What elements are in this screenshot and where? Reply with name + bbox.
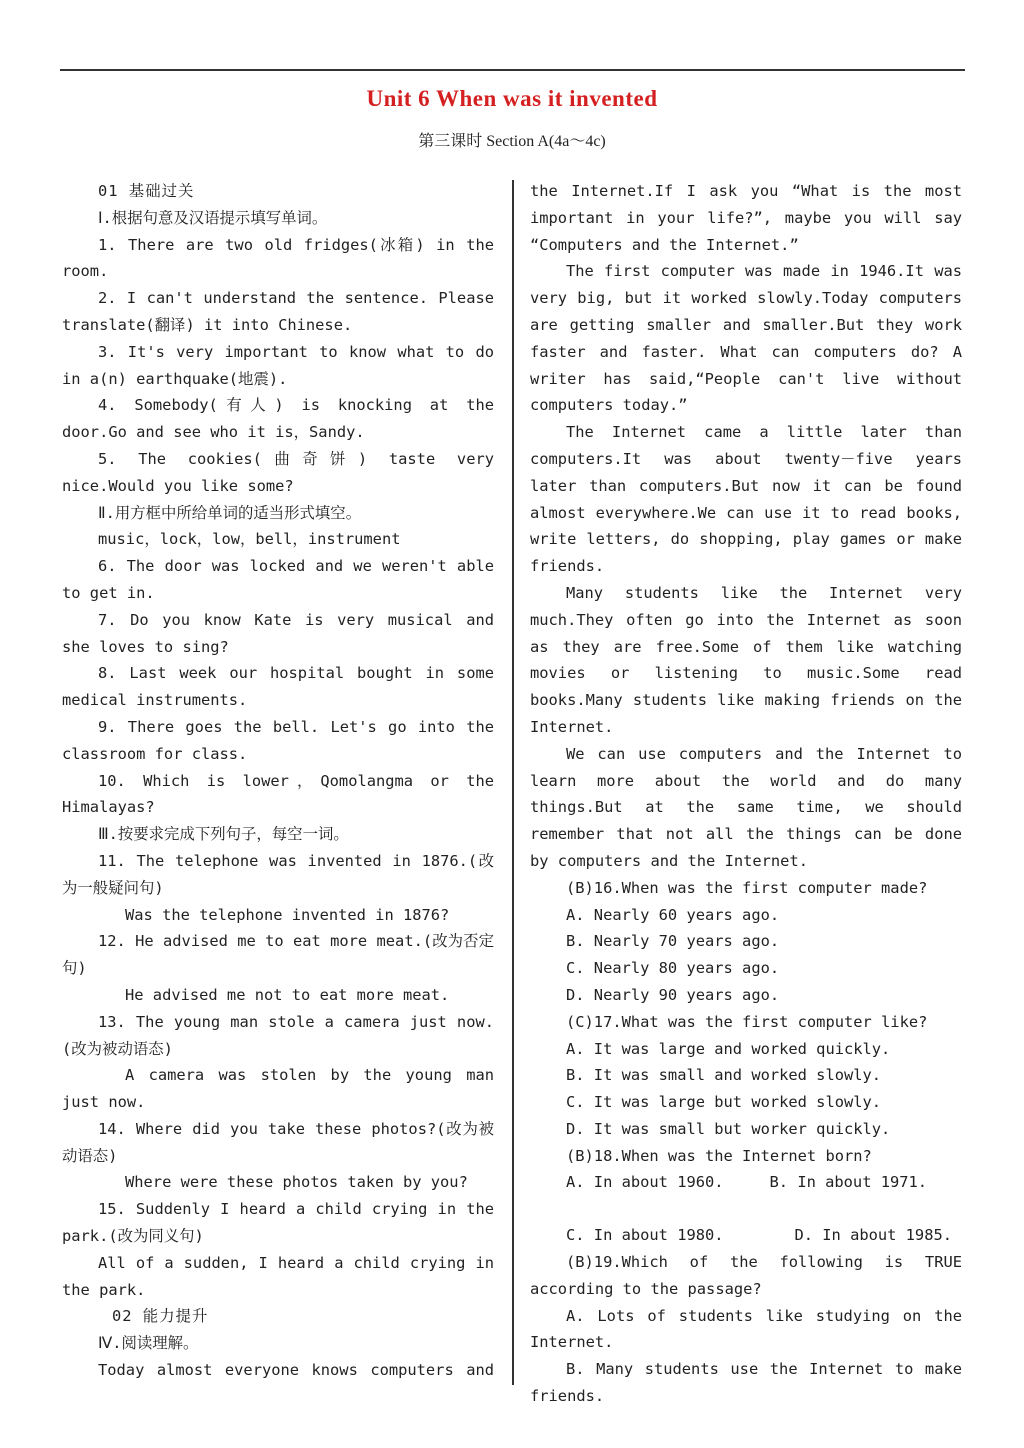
- option-18c: C. In about 1980.: [566, 1226, 724, 1245]
- answer-15: All of a sudden, I heard a child crying in the park.: [62, 1253, 494, 1299]
- options-18-row1: [530, 1169, 962, 1196]
- question-15: 15. Suddenly I heard a child crying in the park.(改为同义句): [62, 1200, 494, 1246]
- passage-paragraph-2: The first computer was made in 1946.It was very big, but it worked slowly.Today computers are getting smaller and smaller.But they work faster and faster. What can computers do? A writer has said,“People can't live without computers today.”: [530, 262, 962, 415]
- page-subtitle: 第三课时 Section A(4a～4c): [418, 133, 606, 150]
- question-10: 10. Which is lower，Qomolangma or the Himalayas?: [62, 771, 494, 817]
- option-18a: A. In about 1960.: [566, 1173, 724, 1192]
- answer-11: Was the telephone invented in 1876?: [125, 905, 450, 924]
- option-17a: A. It was large and worked quickly.: [566, 1039, 891, 1058]
- passage-paragraph-3: The Internet came a little later than computers.It was about twenty－five years later than computers.But now it can be found almost everywhere.We can use it to read books, write letters, do shopping, play games or make friends.: [530, 423, 962, 576]
- option-17b: B. It was small and worked slowly.: [566, 1066, 882, 1085]
- question-2: 2. I can't understand the sentence. Please translate(翻译) it into Chinese.: [62, 289, 494, 334]
- question-11: 11. The telephone was invented in 1876.(改为一般疑问句): [62, 851, 494, 897]
- question-18: (B)18.When was the Internet born?: [566, 1146, 872, 1165]
- passage-paragraph-5: We can use computers and the Internet to learn more about the world and do many things.But at the same time, we should remember that not all the things can be done by computers and the Internet.: [530, 744, 962, 870]
- option-16c: C. Nearly 80 years ago.: [566, 959, 780, 978]
- part-heading-2: Ⅱ.用方框中所给单词的适当形式填空。: [98, 503, 362, 522]
- option-19a: A. Lots of students like studying on the Internet.: [530, 1306, 962, 1352]
- option-17d: D. It was small but worker quickly.: [566, 1119, 891, 1138]
- answer-12: He advised me not to eat more meat.: [125, 985, 450, 1004]
- option-16a: A. Nearly 60 years ago.: [566, 905, 780, 924]
- option-16b: B. Nearly 70 years ago.: [566, 932, 780, 951]
- option-18b: B. In about 1971.: [769, 1173, 928, 1192]
- answer-14: Where were these photos taken by you?: [125, 1173, 468, 1192]
- passage-start: Today almost everyone knows computers and: [98, 1361, 494, 1380]
- part-heading-4: Ⅳ.阅读理解。: [98, 1334, 199, 1353]
- passage-paragraph-4: Many students like the Internet very much.They often go into the Internet as soon as they are free.Some of them like watching movies or listening to music.Some read books.Many students like making friends on the Internet.: [530, 583, 962, 736]
- question-16: (B)16.When was the first computer made?: [566, 878, 928, 897]
- question-1: 1. There are two old fridges(冰箱) in the room.: [62, 235, 494, 281]
- right-column: [530, 178, 962, 1410]
- question-9: 9. There goes the bell. Let's go into the classroom for class.: [62, 717, 494, 763]
- passage-paragraph-1: the Internet.If I ask you “What is the most important in your life?”, maybe you will say “Computers and the Internet.”: [530, 182, 962, 254]
- question-6: 6. The door was locked and we weren't able to get in.: [62, 557, 494, 602]
- answer-13: A camera was stolen by the young man just now.: [62, 1066, 494, 1112]
- question-8: 8. Last week our hospital bought in some medical instruments.: [62, 664, 494, 710]
- question-19: (B)19.Which of the following is TRUE according to the passage?: [530, 1253, 962, 1298]
- part-heading-3: Ⅲ.按要求完成下列句子，每空一词。: [98, 825, 349, 844]
- question-4: 4. Somebody(有人) is knocking at the door.Go and see who it is，Sandy.: [62, 396, 494, 442]
- question-13: 13. The young man stole a camera just now.(改为被动语态): [62, 1012, 494, 1058]
- top-rule: [60, 69, 965, 71]
- section-heading-basic: 01 基础过关: [98, 182, 195, 200]
- part-heading-1: Ⅰ.根据句意及汉语提示填写单词。: [98, 208, 328, 227]
- question-14: 14. Where did you take these photos?(改为被动语态): [62, 1119, 494, 1165]
- page-title: Unit 6 When was it invented: [366, 86, 658, 111]
- spacer: [530, 1196, 962, 1222]
- question-5: 5. The cookies(曲奇饼) taste very nice.Would you like some?: [62, 449, 494, 495]
- option-16d: D. Nearly 90 years ago.: [566, 985, 780, 1004]
- options-18-row2: [530, 1222, 962, 1249]
- option-17c: C. It was large but worked slowly.: [566, 1093, 882, 1112]
- question-7: 7. Do you know Kate is very musical and she loves to sing?: [62, 610, 494, 656]
- left-column: [62, 178, 494, 1384]
- question-3: 3. It's very important to know what to do in a(n) earthquake(地震).: [62, 342, 494, 388]
- question-17: (C)17.What was the first computer like?: [566, 1012, 928, 1031]
- section-heading-ability: 02 能力提升: [112, 1307, 209, 1326]
- word-box: music，lock，low，bell，instrument: [98, 530, 401, 549]
- question-12: 12. He advised me to eat more meat.(改为否定句): [62, 932, 494, 978]
- option-19b: B. Many students use the Internet to make friends.: [530, 1360, 962, 1406]
- column-divider: [512, 180, 514, 1385]
- option-18d: D. In about 1985.: [794, 1226, 952, 1245]
